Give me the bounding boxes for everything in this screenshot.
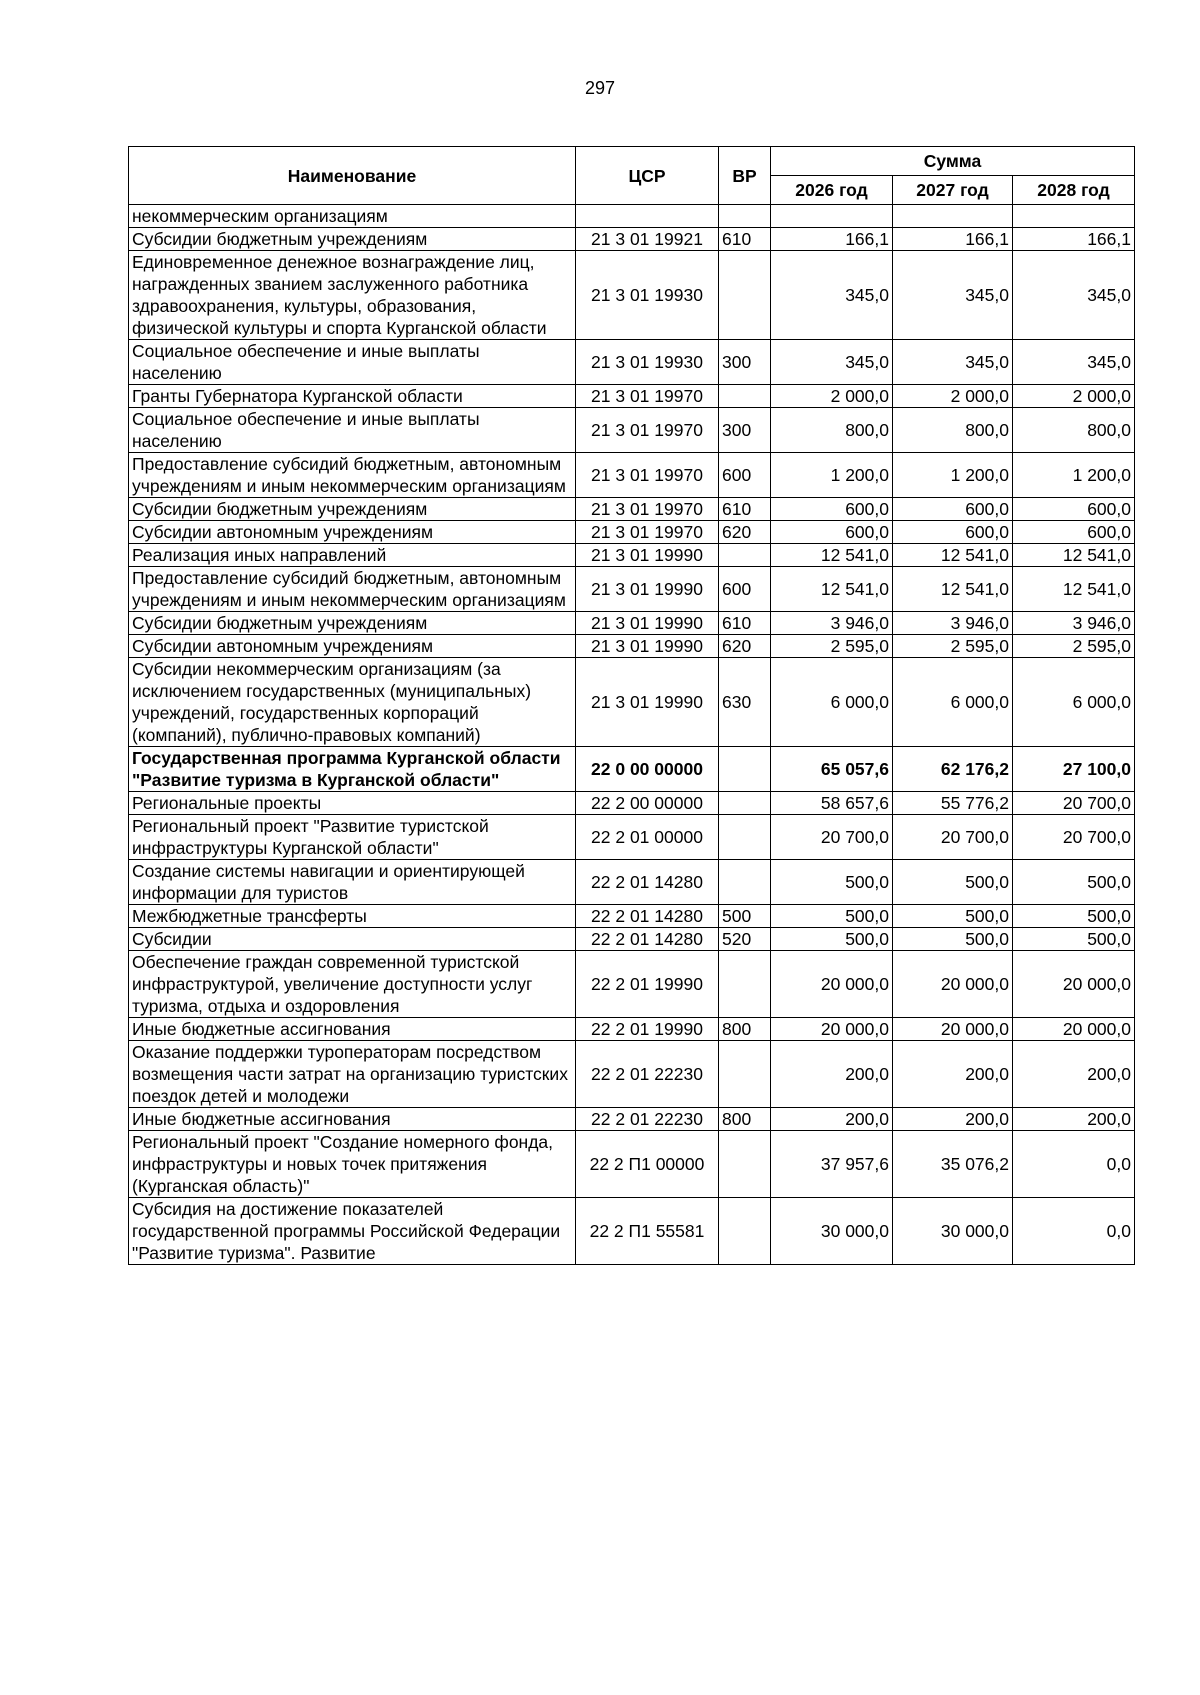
table-row [129,228,1135,251]
table-row [129,658,1135,747]
cell-2028: 20 700,0 [1013,815,1135,860]
table-header [129,147,1135,205]
cell-csr: 21 3 01 19970 [576,408,719,453]
cell-name: Создание системы навигации и ориентирующей информации для туристов [129,860,576,905]
cell-vr: 610 [719,612,771,635]
table-body [129,205,1135,1265]
table-row [129,1131,1135,1198]
cell-vr [719,951,771,1018]
cell-2028: 0,0 [1013,1131,1135,1198]
cell-vr: 610 [719,498,771,521]
cell-csr: 22 2 00 00000 [576,792,719,815]
cell-2027: 345,0 [893,251,1013,340]
header-vr: ВР [719,147,771,205]
cell-csr [576,205,719,228]
cell-name: Единовременное денежное вознаграждение лиц, награжденных званием заслуженного работника здравоохранения, культуры, образования, физической культуры и спорта Курганской области [129,251,576,340]
table-row [129,1018,1135,1041]
cell-name: Региональные проекты [129,792,576,815]
cell-2027: 3 946,0 [893,612,1013,635]
cell-name: Региональный проект "Создание номерного фонда, инфраструктуры и новых точек притяжения (Курганская область)" [129,1131,576,1198]
cell-csr: 22 2 01 19990 [576,1018,719,1041]
cell-2026 [771,205,893,228]
cell-csr: 22 2 П1 00000 [576,1131,719,1198]
cell-name: Социальное обеспечение и иные выплаты населению [129,340,576,385]
cell-2027: 2 595,0 [893,635,1013,658]
cell-2026: 6 000,0 [771,658,893,747]
table-row [129,747,1135,792]
cell-vr [719,251,771,340]
cell-2027 [893,205,1013,228]
cell-name: Реализация иных направлений [129,544,576,567]
cell-vr: 520 [719,928,771,951]
cell-2028: 600,0 [1013,498,1135,521]
cell-name: Государственная программа Курганской области "Развитие туризма в Курганской области" [129,747,576,792]
table-row [129,1041,1135,1108]
cell-vr: 800 [719,1018,771,1041]
cell-2028: 20 000,0 [1013,1018,1135,1041]
cell-2028: 6 000,0 [1013,658,1135,747]
cell-2026: 345,0 [771,340,893,385]
cell-vr [719,1198,771,1265]
cell-2026: 20 700,0 [771,815,893,860]
cell-2026: 58 657,6 [771,792,893,815]
cell-2028: 345,0 [1013,251,1135,340]
cell-csr: 22 2 01 14280 [576,860,719,905]
cell-name: Субсидии [129,928,576,951]
cell-vr [719,1041,771,1108]
cell-name: Субсидии некоммерческим организациям (за исключением государственных (муниципальных) учреждений, государственных корпораций (компаний), публично-правовых компаний) [129,658,576,747]
cell-2027: 200,0 [893,1108,1013,1131]
cell-2027: 800,0 [893,408,1013,453]
cell-2026: 12 541,0 [771,567,893,612]
table-row [129,905,1135,928]
cell-2026: 3 946,0 [771,612,893,635]
cell-name: Обеспечение граждан современной туристской инфраструктурой, увеличение доступности услуг туризма, отдыха и оздоровления [129,951,576,1018]
cell-vr [719,792,771,815]
cell-2028 [1013,205,1135,228]
header-sum: Сумма [771,147,1135,176]
cell-2026: 20 000,0 [771,1018,893,1041]
cell-name: Предоставление субсидий бюджетным, автономным учреждениям и иным некоммерческим организациям [129,567,576,612]
cell-vr: 630 [719,658,771,747]
cell-2028: 27 100,0 [1013,747,1135,792]
table-row [129,453,1135,498]
cell-name: Субсидия на достижение показателей государственной программы Российской Федерации "Развитие туризма". Развитие [129,1198,576,1265]
table-row [129,951,1135,1018]
cell-csr: 21 3 01 19990 [576,544,719,567]
cell-csr: 22 2 01 14280 [576,928,719,951]
cell-vr: 300 [719,340,771,385]
cell-2027: 1 200,0 [893,453,1013,498]
cell-2026: 37 957,6 [771,1131,893,1198]
table-row [129,498,1135,521]
cell-csr: 21 3 01 19990 [576,658,719,747]
cell-2027: 62 176,2 [893,747,1013,792]
cell-2026: 200,0 [771,1108,893,1131]
cell-2028: 600,0 [1013,521,1135,544]
cell-2028: 20 000,0 [1013,951,1135,1018]
table-row [129,635,1135,658]
cell-2027: 30 000,0 [893,1198,1013,1265]
cell-vr: 600 [719,453,771,498]
header-year-2026: 2026 год [771,176,893,205]
cell-csr: 21 3 01 19930 [576,340,719,385]
cell-2028: 345,0 [1013,340,1135,385]
table-row [129,1108,1135,1131]
cell-name: Субсидии бюджетным учреждениям [129,498,576,521]
cell-2027: 500,0 [893,928,1013,951]
cell-csr: 21 3 01 19970 [576,498,719,521]
cell-name: Иные бюджетные ассигнования [129,1108,576,1131]
cell-vr [719,385,771,408]
cell-csr: 21 3 01 19990 [576,612,719,635]
cell-vr: 800 [719,1108,771,1131]
cell-2028: 12 541,0 [1013,567,1135,612]
table-row [129,1198,1135,1265]
cell-2027: 35 076,2 [893,1131,1013,1198]
header-year-2028: 2028 год [1013,176,1135,205]
cell-2026: 500,0 [771,860,893,905]
cell-2027: 600,0 [893,498,1013,521]
table-row [129,815,1135,860]
table-row [129,612,1135,635]
cell-csr: 21 3 01 19970 [576,453,719,498]
cell-vr: 500 [719,905,771,928]
cell-2026: 65 057,6 [771,747,893,792]
cell-csr: 22 2 01 22230 [576,1108,719,1131]
cell-2028: 500,0 [1013,860,1135,905]
cell-2026: 345,0 [771,251,893,340]
table-row [129,408,1135,453]
cell-csr: 21 3 01 19970 [576,521,719,544]
cell-2028: 200,0 [1013,1108,1135,1131]
cell-csr: 22 0 00 00000 [576,747,719,792]
cell-name: Субсидии автономным учреждениям [129,521,576,544]
cell-name: Межбюджетные трансферты [129,905,576,928]
cell-2027: 600,0 [893,521,1013,544]
cell-2026: 20 000,0 [771,951,893,1018]
cell-2026: 200,0 [771,1041,893,1108]
cell-2027: 20 700,0 [893,815,1013,860]
cell-2026: 2 000,0 [771,385,893,408]
cell-2028: 1 200,0 [1013,453,1135,498]
header-name: Наименование [129,147,576,205]
cell-name: Оказание поддержки туроператорам посредством возмещения части затрат на организацию туристских поездок детей и молодежи [129,1041,576,1108]
table-row [129,860,1135,905]
cell-csr: 22 2 01 19990 [576,951,719,1018]
cell-vr: 600 [719,567,771,612]
cell-name: Региональный проект "Развитие туристской инфраструктуры Курганской области" [129,815,576,860]
cell-csr: 22 2 01 14280 [576,905,719,928]
cell-2026: 500,0 [771,928,893,951]
cell-2026: 600,0 [771,498,893,521]
cell-vr [719,815,771,860]
cell-name: Субсидии бюджетным учреждениям [129,228,576,251]
cell-name: Субсидии бюджетным учреждениям [129,612,576,635]
cell-2028: 3 946,0 [1013,612,1135,635]
budget-table [128,146,1135,1265]
page-number: 297 [584,78,616,98]
table-row [129,792,1135,815]
cell-csr: 21 3 01 19990 [576,635,719,658]
cell-vr [719,544,771,567]
cell-2028: 500,0 [1013,928,1135,951]
header-csr: ЦСР [576,147,719,205]
cell-2028: 12 541,0 [1013,544,1135,567]
cell-2027: 345,0 [893,340,1013,385]
cell-2028: 200,0 [1013,1041,1135,1108]
cell-2027: 20 000,0 [893,1018,1013,1041]
cell-name: Иные бюджетные ассигнования [129,1018,576,1041]
cell-csr: 21 3 01 19990 [576,567,719,612]
header-year-2027: 2027 год [893,176,1013,205]
cell-vr [719,1131,771,1198]
cell-2028: 20 700,0 [1013,792,1135,815]
cell-vr [719,860,771,905]
cell-2027: 12 541,0 [893,567,1013,612]
cell-2026: 30 000,0 [771,1198,893,1265]
cell-vr [719,205,771,228]
cell-2027: 200,0 [893,1041,1013,1108]
cell-2026: 600,0 [771,521,893,544]
cell-vr: 620 [719,635,771,658]
table-row [129,928,1135,951]
cell-name: Предоставление субсидий бюджетным, автономным учреждениям и иным некоммерческим организациям [129,453,576,498]
cell-2028: 0,0 [1013,1198,1135,1265]
cell-csr: 22 2 П1 55581 [576,1198,719,1265]
cell-csr: 21 3 01 19930 [576,251,719,340]
cell-vr [719,747,771,792]
cell-2027: 55 776,2 [893,792,1013,815]
cell-vr: 610 [719,228,771,251]
cell-2027: 6 000,0 [893,658,1013,747]
table-row [129,385,1135,408]
cell-csr: 22 2 01 22230 [576,1041,719,1108]
table-row [129,521,1135,544]
cell-2026: 800,0 [771,408,893,453]
cell-2026: 500,0 [771,905,893,928]
cell-2026: 12 541,0 [771,544,893,567]
table-row [129,251,1135,340]
cell-2027: 166,1 [893,228,1013,251]
cell-vr: 300 [719,408,771,453]
cell-2027: 500,0 [893,860,1013,905]
cell-2028: 500,0 [1013,905,1135,928]
table-row [129,544,1135,567]
cell-2027: 12 541,0 [893,544,1013,567]
cell-2028: 2 595,0 [1013,635,1135,658]
cell-csr: 21 3 01 19970 [576,385,719,408]
cell-name: Социальное обеспечение и иные выплаты населению [129,408,576,453]
cell-2027: 2 000,0 [893,385,1013,408]
cell-csr: 21 3 01 19921 [576,228,719,251]
cell-csr: 22 2 01 00000 [576,815,719,860]
cell-name: некоммерческим организациям [129,205,576,228]
cell-name: Субсидии автономным учреждениям [129,635,576,658]
cell-2028: 2 000,0 [1013,385,1135,408]
cell-2027: 20 000,0 [893,951,1013,1018]
cell-2027: 500,0 [893,905,1013,928]
cell-2028: 800,0 [1013,408,1135,453]
cell-2026: 1 200,0 [771,453,893,498]
table-row [129,567,1135,612]
table-row [129,205,1135,228]
cell-2026: 166,1 [771,228,893,251]
cell-2026: 2 595,0 [771,635,893,658]
cell-name: Гранты Губернатора Курганской области [129,385,576,408]
cell-2028: 166,1 [1013,228,1135,251]
table-row [129,340,1135,385]
cell-vr: 620 [719,521,771,544]
